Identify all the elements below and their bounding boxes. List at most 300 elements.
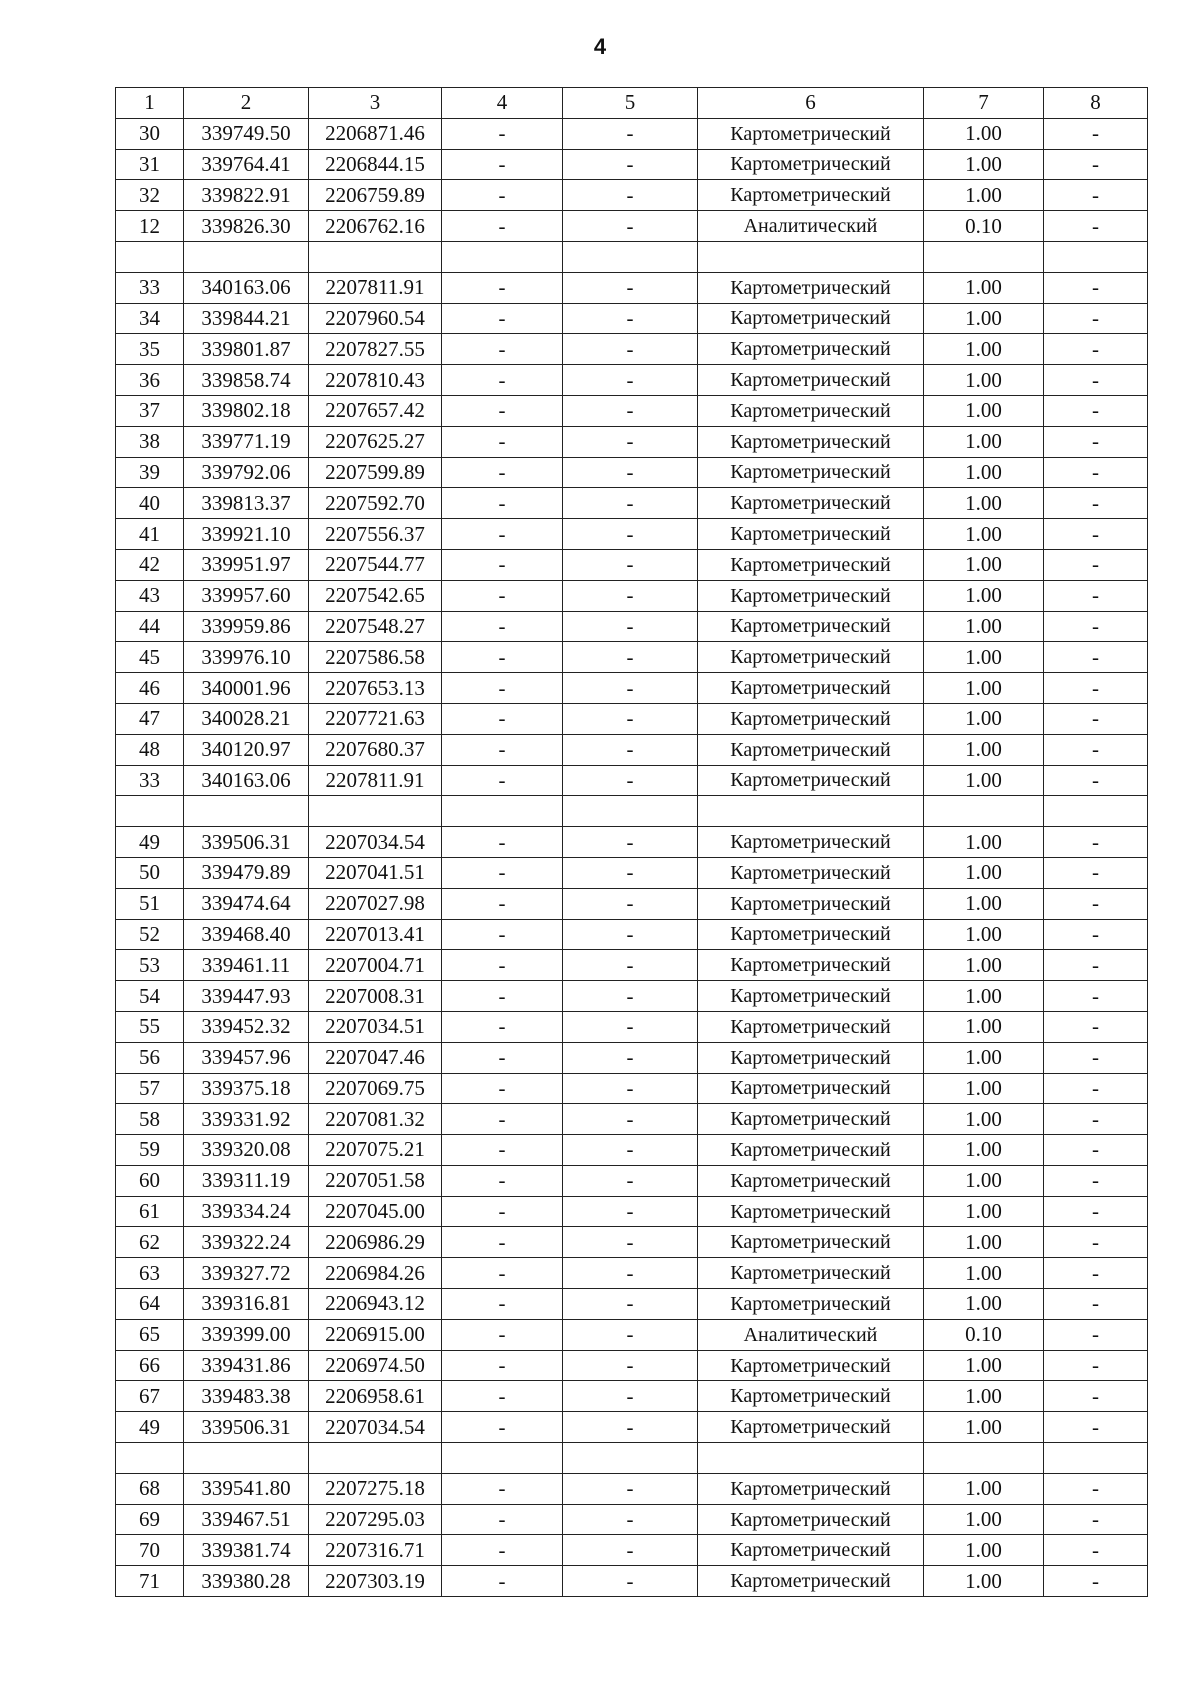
- cell-col-4: -: [442, 1104, 563, 1135]
- cell-point-number: 46: [116, 673, 184, 704]
- cell-x-coordinate: 339959.86: [184, 611, 309, 642]
- cell-x-coordinate: 339316.81: [184, 1289, 309, 1320]
- cell-accuracy: [924, 241, 1044, 272]
- cell-point-number: 42: [116, 549, 184, 580]
- cell-col-5: -: [563, 611, 698, 642]
- cell-point-number: 32: [116, 180, 184, 211]
- cell-col-5: -: [563, 519, 698, 550]
- cell-method: Картометрический: [698, 1073, 924, 1104]
- cell-col-4: -: [442, 1135, 563, 1166]
- cell-col-4: -: [442, 734, 563, 765]
- cell-x-coordinate: 339380.28: [184, 1566, 309, 1597]
- cell-col-5: -: [563, 272, 698, 303]
- header-cell-col-5: 5: [563, 88, 698, 119]
- cell-method: Картометрический: [698, 303, 924, 334]
- cell-col-4: -: [442, 211, 563, 242]
- cell-y-coordinate: 2207811.91: [309, 765, 442, 796]
- cell-method: Картометрический: [698, 1135, 924, 1166]
- cell-col-4: -: [442, 1412, 563, 1443]
- cell-y-coordinate: 2206958.61: [309, 1381, 442, 1412]
- cell-point-number: 40: [116, 488, 184, 519]
- cell-accuracy: 1.00: [924, 580, 1044, 611]
- cell-method: Картометрический: [698, 827, 924, 858]
- cell-x-coordinate: [184, 241, 309, 272]
- table-row: [116, 611, 1148, 642]
- cell-col-5: -: [563, 1473, 698, 1504]
- cell-accuracy: 1.00: [924, 549, 1044, 580]
- table-row: [116, 211, 1148, 242]
- cell-method: [698, 241, 924, 272]
- cell-col-4: -: [442, 1289, 563, 1320]
- cell-accuracy: 1.00: [924, 1165, 1044, 1196]
- cell-y-coordinate: 2207721.63: [309, 703, 442, 734]
- cell-col-8: -: [1044, 611, 1148, 642]
- cell-col-8: -: [1044, 334, 1148, 365]
- cell-point-number: [116, 796, 184, 827]
- cell-col-8: -: [1044, 580, 1148, 611]
- cell-method: Картометрический: [698, 734, 924, 765]
- cell-accuracy: 1.00: [924, 488, 1044, 519]
- table-row: [116, 919, 1148, 950]
- cell-accuracy: 1.00: [924, 919, 1044, 950]
- cell-col-5: -: [563, 827, 698, 858]
- cell-accuracy: 1.00: [924, 1412, 1044, 1443]
- cell-y-coordinate: 2207544.77: [309, 549, 442, 580]
- cell-col-5: -: [563, 1258, 698, 1289]
- cell-accuracy: 1.00: [924, 180, 1044, 211]
- cell-col-8: -: [1044, 549, 1148, 580]
- cell-col-4: -: [442, 642, 563, 673]
- cell-y-coordinate: 2207041.51: [309, 857, 442, 888]
- cell-col-8: [1044, 796, 1148, 827]
- cell-col-4: [442, 1443, 563, 1474]
- cell-x-coordinate: 340163.06: [184, 765, 309, 796]
- cell-y-coordinate: 2206984.26: [309, 1258, 442, 1289]
- cell-col-5: -: [563, 1412, 698, 1443]
- cell-y-coordinate: [309, 1443, 442, 1474]
- cell-method: Картометрический: [698, 272, 924, 303]
- cell-point-number: 66: [116, 1350, 184, 1381]
- cell-point-number: [116, 1443, 184, 1474]
- cell-x-coordinate: 339334.24: [184, 1196, 309, 1227]
- cell-accuracy: [924, 1443, 1044, 1474]
- cell-col-5: -: [563, 1381, 698, 1412]
- cell-x-coordinate: 339951.97: [184, 549, 309, 580]
- cell-col-4: -: [442, 457, 563, 488]
- cell-method: Картометрический: [698, 1350, 924, 1381]
- cell-col-4: -: [442, 334, 563, 365]
- table-row: [116, 1011, 1148, 1042]
- cell-col-8: -: [1044, 272, 1148, 303]
- cell-point-number: 47: [116, 703, 184, 734]
- table-row: [116, 334, 1148, 365]
- cell-method: Картометрический: [698, 580, 924, 611]
- cell-col-8: -: [1044, 519, 1148, 550]
- cell-point-number: [116, 241, 184, 272]
- table-row: [116, 118, 1148, 149]
- header-cell-method: 6: [698, 88, 924, 119]
- cell-accuracy: 1.00: [924, 1350, 1044, 1381]
- cell-accuracy: 1.00: [924, 765, 1044, 796]
- cell-x-coordinate: 339467.51: [184, 1504, 309, 1535]
- cell-method: Картометрический: [698, 549, 924, 580]
- cell-point-number: 43: [116, 580, 184, 611]
- cell-col-8: -: [1044, 1227, 1148, 1258]
- cell-col-4: -: [442, 272, 563, 303]
- cell-col-4: -: [442, 919, 563, 950]
- cell-point-number: 63: [116, 1258, 184, 1289]
- cell-col-8: -: [1044, 1535, 1148, 1566]
- cell-point-number: 51: [116, 888, 184, 919]
- header-cell-y-coordinate: 3: [309, 88, 442, 119]
- cell-y-coordinate: 2207303.19: [309, 1566, 442, 1597]
- cell-col-8: -: [1044, 950, 1148, 981]
- cell-col-5: -: [563, 642, 698, 673]
- cell-point-number: 64: [116, 1289, 184, 1320]
- cell-point-number: 53: [116, 950, 184, 981]
- cell-col-5: -: [563, 580, 698, 611]
- cell-method: Картометрический: [698, 981, 924, 1012]
- cell-col-8: -: [1044, 1258, 1148, 1289]
- cell-col-5: -: [563, 1350, 698, 1381]
- cell-y-coordinate: 2206974.50: [309, 1350, 442, 1381]
- cell-accuracy: 1.00: [924, 703, 1044, 734]
- cell-x-coordinate: 339506.31: [184, 1412, 309, 1443]
- cell-y-coordinate: 2207586.58: [309, 642, 442, 673]
- cell-point-number: 67: [116, 1381, 184, 1412]
- table-row: [116, 149, 1148, 180]
- cell-col-4: -: [442, 1011, 563, 1042]
- cell-col-4: -: [442, 981, 563, 1012]
- cell-method: Картометрический: [698, 1165, 924, 1196]
- cell-point-number: 30: [116, 118, 184, 149]
- cell-method: Картометрический: [698, 395, 924, 426]
- cell-x-coordinate: 339921.10: [184, 519, 309, 550]
- cell-accuracy: 1.00: [924, 611, 1044, 642]
- cell-y-coordinate: 2206844.15: [309, 149, 442, 180]
- cell-col-8: [1044, 241, 1148, 272]
- cell-method: Картометрический: [698, 888, 924, 919]
- cell-col-4: -: [442, 1504, 563, 1535]
- cell-x-coordinate: 339431.86: [184, 1350, 309, 1381]
- cell-accuracy: 1.00: [924, 1227, 1044, 1258]
- cell-accuracy: 1.00: [924, 1566, 1044, 1597]
- cell-point-number: 68: [116, 1473, 184, 1504]
- cell-col-5: -: [563, 365, 698, 396]
- cell-method: [698, 796, 924, 827]
- cell-col-4: -: [442, 426, 563, 457]
- cell-col-8: -: [1044, 1381, 1148, 1412]
- cell-x-coordinate: 340120.97: [184, 734, 309, 765]
- cell-x-coordinate: 339474.64: [184, 888, 309, 919]
- cell-col-5: -: [563, 981, 698, 1012]
- cell-point-number: 37: [116, 395, 184, 426]
- cell-accuracy: 1.00: [924, 303, 1044, 334]
- cell-col-5: -: [563, 1535, 698, 1566]
- cell-col-4: [442, 796, 563, 827]
- cell-col-5: -: [563, 1227, 698, 1258]
- cell-y-coordinate: 2207810.43: [309, 365, 442, 396]
- cell-point-number: 52: [116, 919, 184, 950]
- cell-col-5: -: [563, 703, 698, 734]
- cell-col-5: -: [563, 1566, 698, 1597]
- cell-method: Картометрический: [698, 950, 924, 981]
- cell-y-coordinate: 2207316.71: [309, 1535, 442, 1566]
- cell-col-5: -: [563, 549, 698, 580]
- cell-col-8: -: [1044, 919, 1148, 950]
- cell-method: Картометрический: [698, 1227, 924, 1258]
- cell-accuracy: 1.00: [924, 1289, 1044, 1320]
- cell-point-number: 48: [116, 734, 184, 765]
- cell-col-8: -: [1044, 703, 1148, 734]
- cell-y-coordinate: 2206943.12: [309, 1289, 442, 1320]
- cell-x-coordinate: 339822.91: [184, 180, 309, 211]
- cell-col-4: [442, 241, 563, 272]
- cell-method: Картометрический: [698, 1042, 924, 1073]
- cell-col-8: -: [1044, 303, 1148, 334]
- cell-col-8: [1044, 1443, 1148, 1474]
- cell-x-coordinate: 339826.30: [184, 211, 309, 242]
- cell-method: Картометрический: [698, 1196, 924, 1227]
- cell-x-coordinate: 339461.11: [184, 950, 309, 981]
- table-row: [116, 488, 1148, 519]
- cell-x-coordinate: 339447.93: [184, 981, 309, 1012]
- coordinates-table: [115, 87, 1148, 1597]
- table-row: [116, 1412, 1148, 1443]
- cell-x-coordinate: 339541.80: [184, 1473, 309, 1504]
- cell-method: Картометрический: [698, 180, 924, 211]
- cell-y-coordinate: 2207653.13: [309, 673, 442, 704]
- cell-x-coordinate: 339311.19: [184, 1165, 309, 1196]
- cell-accuracy: 1.00: [924, 1473, 1044, 1504]
- cell-accuracy: 1.00: [924, 1535, 1044, 1566]
- cell-col-4: -: [442, 365, 563, 396]
- cell-x-coordinate: 339483.38: [184, 1381, 309, 1412]
- cell-point-number: 55: [116, 1011, 184, 1042]
- cell-method: Аналитический: [698, 211, 924, 242]
- cell-col-8: -: [1044, 180, 1148, 211]
- cell-accuracy: 1.00: [924, 827, 1044, 858]
- cell-method: Картометрический: [698, 334, 924, 365]
- cell-point-number: 70: [116, 1535, 184, 1566]
- cell-col-4: -: [442, 1566, 563, 1597]
- cell-col-5: -: [563, 857, 698, 888]
- cell-col-5: [563, 1443, 698, 1474]
- cell-method: Картометрический: [698, 118, 924, 149]
- cell-col-4: -: [442, 519, 563, 550]
- cell-col-4: -: [442, 857, 563, 888]
- table-row: [116, 272, 1148, 303]
- cell-y-coordinate: 2207034.54: [309, 827, 442, 858]
- cell-y-coordinate: 2207069.75: [309, 1073, 442, 1104]
- cell-method: Картометрический: [698, 919, 924, 950]
- cell-y-coordinate: 2206871.46: [309, 118, 442, 149]
- table-row: [116, 950, 1148, 981]
- cell-method: Картометрический: [698, 426, 924, 457]
- cell-method: Картометрический: [698, 1473, 924, 1504]
- cell-col-4: -: [442, 1073, 563, 1104]
- cell-accuracy: 1.00: [924, 457, 1044, 488]
- cell-y-coordinate: 2207827.55: [309, 334, 442, 365]
- table-row: [116, 1319, 1148, 1350]
- cell-y-coordinate: 2207542.65: [309, 580, 442, 611]
- cell-y-coordinate: 2207075.21: [309, 1135, 442, 1166]
- cell-method: Картометрический: [698, 673, 924, 704]
- cell-x-coordinate: 339381.74: [184, 1535, 309, 1566]
- cell-col-8: -: [1044, 981, 1148, 1012]
- cell-method: Картометрический: [698, 1289, 924, 1320]
- cell-col-8: -: [1044, 1104, 1148, 1135]
- cell-col-4: -: [442, 1196, 563, 1227]
- cell-accuracy: 1.00: [924, 1258, 1044, 1289]
- cell-col-5: -: [563, 673, 698, 704]
- cell-y-coordinate: 2207004.71: [309, 950, 442, 981]
- cell-y-coordinate: 2207027.98: [309, 888, 442, 919]
- cell-method: Картометрический: [698, 488, 924, 519]
- table-row: [116, 365, 1148, 396]
- cell-x-coordinate: 340001.96: [184, 673, 309, 704]
- cell-point-number: 71: [116, 1566, 184, 1597]
- separator-row: [116, 1443, 1148, 1474]
- cell-col-8: -: [1044, 1165, 1148, 1196]
- cell-x-coordinate: 339764.41: [184, 149, 309, 180]
- cell-col-4: -: [442, 1165, 563, 1196]
- cell-y-coordinate: 2207047.46: [309, 1042, 442, 1073]
- table-row: [116, 827, 1148, 858]
- table-row: [116, 580, 1148, 611]
- cell-accuracy: 1.00: [924, 1042, 1044, 1073]
- cell-col-8: -: [1044, 1473, 1148, 1504]
- table-row: [116, 642, 1148, 673]
- cell-method: Картометрический: [698, 457, 924, 488]
- cell-method: Картометрический: [698, 1412, 924, 1443]
- cell-x-coordinate: [184, 796, 309, 827]
- cell-method: Картометрический: [698, 365, 924, 396]
- cell-point-number: 41: [116, 519, 184, 550]
- table-row: [116, 1504, 1148, 1535]
- cell-accuracy: 1.00: [924, 981, 1044, 1012]
- cell-y-coordinate: [309, 241, 442, 272]
- cell-col-4: -: [442, 1319, 563, 1350]
- cell-accuracy: 1.00: [924, 118, 1044, 149]
- cell-point-number: 31: [116, 149, 184, 180]
- cell-col-8: -: [1044, 1412, 1148, 1443]
- cell-col-4: -: [442, 888, 563, 919]
- cell-col-4: -: [442, 118, 563, 149]
- cell-col-5: -: [563, 334, 698, 365]
- table-row: [116, 734, 1148, 765]
- cell-method: Картометрический: [698, 1535, 924, 1566]
- cell-col-5: -: [563, 1104, 698, 1135]
- table-row: [116, 180, 1148, 211]
- cell-point-number: 38: [116, 426, 184, 457]
- cell-point-number: 35: [116, 334, 184, 365]
- cell-col-8: -: [1044, 1073, 1148, 1104]
- cell-y-coordinate: [309, 796, 442, 827]
- cell-x-coordinate: 339468.40: [184, 919, 309, 950]
- cell-col-4: -: [442, 827, 563, 858]
- cell-col-4: -: [442, 1258, 563, 1289]
- cell-y-coordinate: 2207045.00: [309, 1196, 442, 1227]
- cell-point-number: 36: [116, 365, 184, 396]
- cell-col-8: -: [1044, 734, 1148, 765]
- cell-col-8: -: [1044, 1504, 1148, 1535]
- header-cell-col-8: 8: [1044, 88, 1148, 119]
- cell-col-4: -: [442, 1042, 563, 1073]
- cell-col-4: -: [442, 1350, 563, 1381]
- table-row: [116, 1196, 1148, 1227]
- cell-x-coordinate: 339320.08: [184, 1135, 309, 1166]
- table-row: [116, 1042, 1148, 1073]
- cell-point-number: 12: [116, 211, 184, 242]
- table-row: [116, 703, 1148, 734]
- cell-accuracy: 1.00: [924, 1073, 1044, 1104]
- table-row: [116, 549, 1148, 580]
- cell-y-coordinate: 2207556.37: [309, 519, 442, 550]
- cell-col-8: -: [1044, 1196, 1148, 1227]
- cell-col-5: -: [563, 765, 698, 796]
- cell-x-coordinate: 339331.92: [184, 1104, 309, 1135]
- table-body: [116, 88, 1148, 1597]
- cell-accuracy: 1.00: [924, 1135, 1044, 1166]
- table-row: [116, 1473, 1148, 1504]
- cell-col-8: -: [1044, 118, 1148, 149]
- cell-method: Картометрический: [698, 1011, 924, 1042]
- cell-x-coordinate: 339792.06: [184, 457, 309, 488]
- cell-y-coordinate: 2207034.54: [309, 1412, 442, 1443]
- cell-point-number: 44: [116, 611, 184, 642]
- cell-col-4: -: [442, 1381, 563, 1412]
- cell-x-coordinate: 339375.18: [184, 1073, 309, 1104]
- cell-accuracy: 1.00: [924, 272, 1044, 303]
- cell-col-8: -: [1044, 888, 1148, 919]
- cell-y-coordinate: 2207811.91: [309, 272, 442, 303]
- cell-col-4: -: [442, 765, 563, 796]
- cell-col-5: [563, 241, 698, 272]
- header-cell-col-4: 4: [442, 88, 563, 119]
- cell-accuracy: 0.10: [924, 211, 1044, 242]
- cell-col-4: -: [442, 673, 563, 704]
- cell-x-coordinate: 339813.37: [184, 488, 309, 519]
- cell-accuracy: 1.00: [924, 857, 1044, 888]
- cell-point-number: 62: [116, 1227, 184, 1258]
- cell-accuracy: 1.00: [924, 950, 1044, 981]
- cell-method: Картометрический: [698, 703, 924, 734]
- cell-y-coordinate: 2207051.58: [309, 1165, 442, 1196]
- cell-point-number: 60: [116, 1165, 184, 1196]
- cell-col-5: -: [563, 426, 698, 457]
- cell-col-8: -: [1044, 211, 1148, 242]
- table-row: [116, 1381, 1148, 1412]
- cell-col-5: -: [563, 919, 698, 950]
- cell-col-4: -: [442, 580, 563, 611]
- header-cell-point-number: 1: [116, 88, 184, 119]
- cell-col-5: -: [563, 1289, 698, 1320]
- table-row: [116, 1135, 1148, 1166]
- cell-point-number: 33: [116, 272, 184, 303]
- cell-col-4: -: [442, 1473, 563, 1504]
- cell-method: Аналитический: [698, 1319, 924, 1350]
- cell-accuracy: 1.00: [924, 888, 1044, 919]
- cell-col-4: -: [442, 1535, 563, 1566]
- cell-col-4: -: [442, 611, 563, 642]
- cell-x-coordinate: 339322.24: [184, 1227, 309, 1258]
- cell-method: [698, 1443, 924, 1474]
- cell-col-4: -: [442, 303, 563, 334]
- cell-method: Картометрический: [698, 642, 924, 673]
- header-cell-x-coordinate: 2: [184, 88, 309, 119]
- cell-accuracy: 1.00: [924, 365, 1044, 396]
